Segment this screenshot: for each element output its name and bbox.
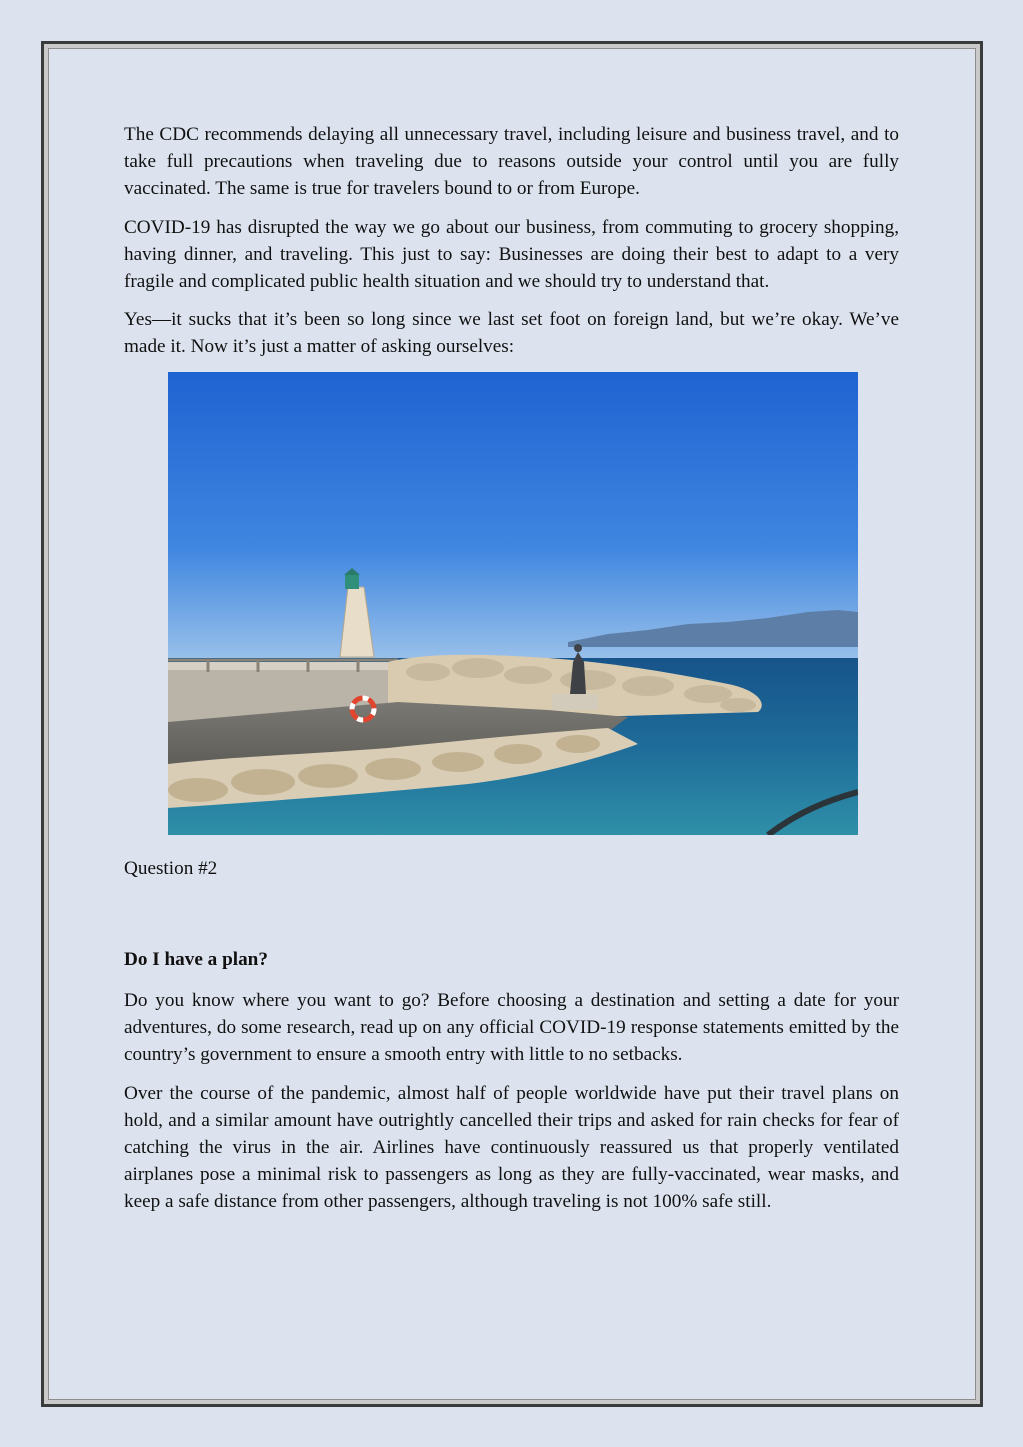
- lighthouse-lamp: [345, 575, 359, 589]
- section-heading: Do I have a plan?: [124, 948, 268, 970]
- question-caption: Question #2: [124, 857, 218, 879]
- paragraph-pandemic: Over the course of the pandemic, almost half of people worldwide have put their travel plans on hold, and a similar amount have outrightly cancelled their trips and asked for rain checks for fear of catching the virus in the air. Airlines have continuously reassured us that properly ventilated airplanes pose a minimal risk to passengers as long as they are fully-vaccinated, wear masks, and keep a safe distance from other passengers, although traveling is not 100% safe still.: [124, 1082, 899, 1213]
- seaside-pier-photo: [168, 372, 858, 835]
- document-content: [124, 121, 899, 1227]
- paragraph-yes: Yes—it sucks that it’s been so long since we last set foot on foreign land, but we’re okay. We’ve made it. Now it’s just a matter of asking ourselves:: [124, 309, 899, 358]
- paragraph-plan: Do you know where you want to go? Before choosing a destination and setting a date for your adventures, do some research, read up on any official COVID-19 response statements emitted by the country’s government to ensure a smooth entry with little to no setbacks.: [124, 990, 899, 1066]
- paragraph-cdc: The CDC recommends delaying all unnecessary travel, including leisure and business travel, and to take full precautions when traveling due to reasons outside your control until you are fully vaccinated. The same is true for travelers bound to or from Europe.: [124, 124, 899, 200]
- paragraph-covid: COVID-19 has disrupted the way we go about our business, from commuting to grocery shopping, having dinner, and traveling. This just to say: Businesses are doing their best to adapt to a very fragile and complicated public health situation and we should try to understand that.: [124, 216, 899, 293]
- photo-svg: [168, 372, 858, 835]
